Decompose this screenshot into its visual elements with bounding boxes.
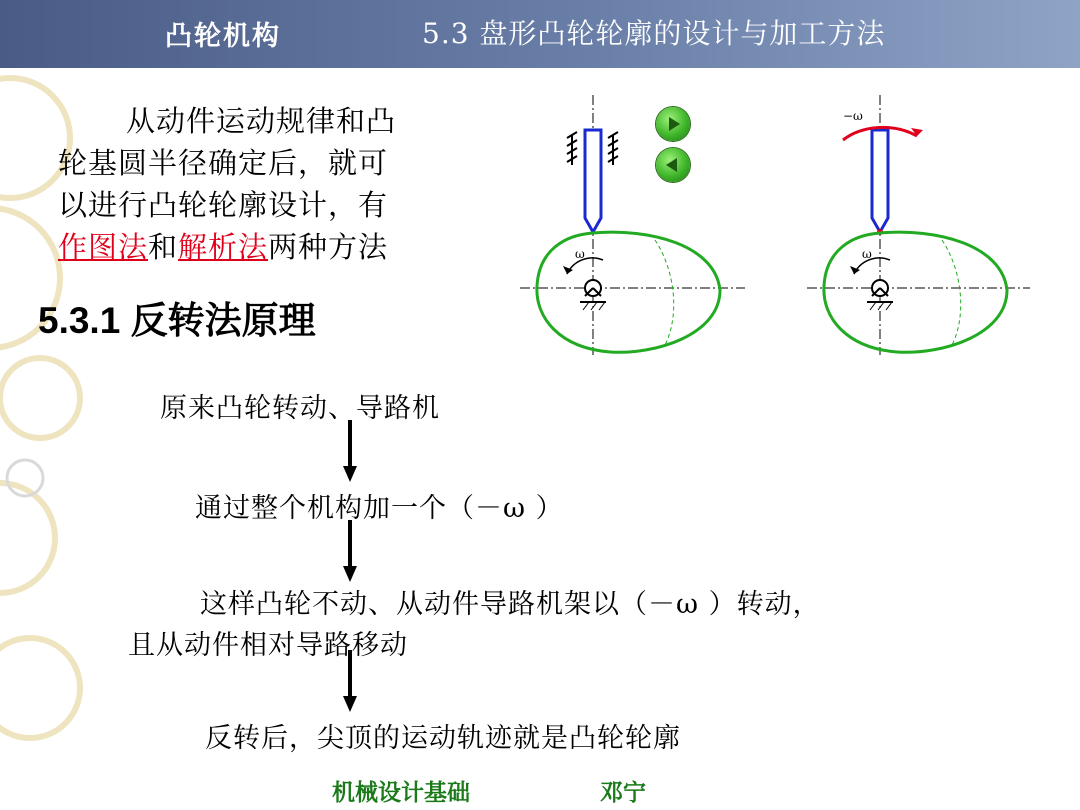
intro-paragraph [58, 100, 458, 268]
neg-omega-label: −ω [843, 109, 863, 123]
play-back-icon [656, 148, 690, 182]
footer-author: 邓宁 [600, 779, 646, 806]
play-back-button[interactable] [656, 148, 690, 182]
arrow-down-icon [340, 420, 360, 482]
omega-left-label: ω [575, 247, 585, 261]
cam-diagram [515, 90, 1045, 360]
step-3b: 且从动件相对导路移动 [128, 630, 408, 661]
step-4: 反转后，尖顶的运动轨迹就是凸轮轮廓 [205, 723, 681, 754]
arrow-down-icon [340, 650, 360, 712]
cam-right [807, 95, 1030, 355]
footer-course: 机械设计基础 [332, 779, 470, 806]
intro-line-3: 以进行凸轮轮廓设计，有 [58, 188, 389, 222]
step-2: 通过整个机构加一个（－ω ） [195, 493, 564, 524]
intro-line-1: 从动件运动规律和凸 [126, 104, 397, 138]
intro-tail: 两种方法 [268, 230, 389, 264]
intro-line-2: 轮基圆半径确定后，就可 [58, 146, 389, 180]
graphic-method-link[interactable]: 作图法 [58, 230, 149, 264]
section-name: 反转法原理 [130, 298, 316, 342]
chapter-title: 凸轮机构 [165, 21, 281, 52]
step-1: 原来凸轮转动、导路机 [160, 393, 440, 424]
section-number: 5.3.1 [38, 300, 121, 341]
header-bar [0, 0, 1080, 68]
cam-left [520, 95, 745, 355]
analytic-method-link[interactable]: 解析法 [178, 230, 269, 264]
play-forward-icon [656, 107, 690, 141]
intro-conj: 和 [148, 230, 179, 264]
play-forward-button[interactable] [656, 107, 690, 141]
step-3a: 这样凸轮不动、从动件导路机架以（－ω ）转动， [200, 589, 821, 620]
omega-right-label: ω [862, 247, 872, 261]
section-heading: 5.3 盘形凸轮轮廓的设计与加工方法 [422, 17, 886, 50]
section-title [38, 290, 316, 344]
arrow-down-icon [340, 520, 360, 582]
